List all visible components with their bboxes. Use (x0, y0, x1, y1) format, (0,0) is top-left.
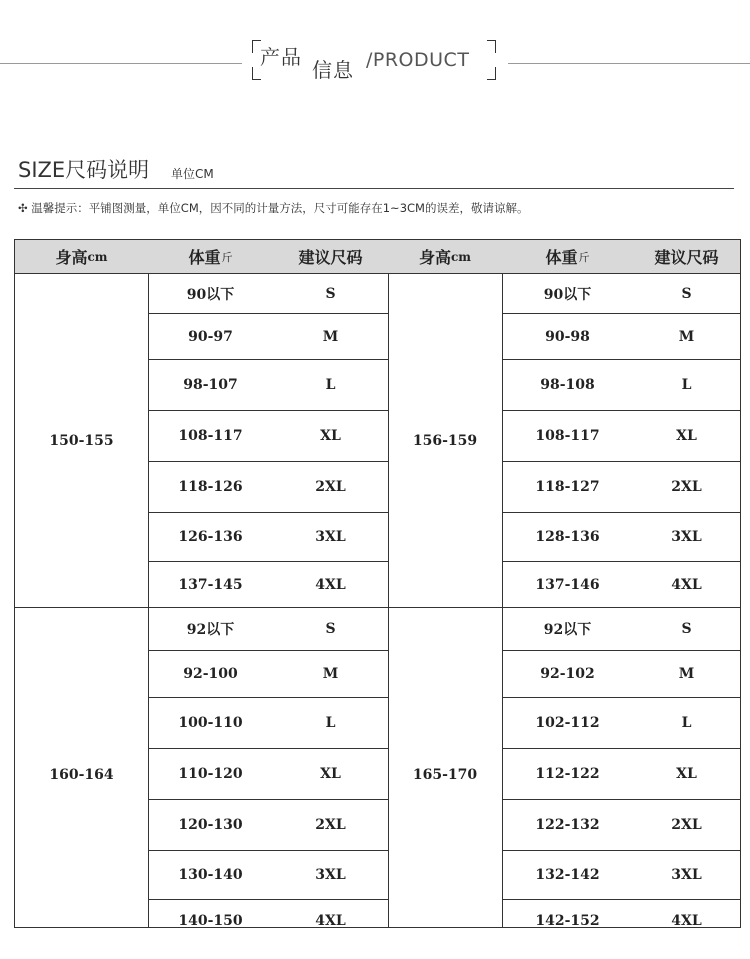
header-height-left: 身高 cm (55, 248, 108, 267)
table-grid-line (502, 274, 503, 927)
measurement-tip: ✣ 温馨提示：平铺图测量，单位CM，因不同的计量方法，尺寸可能存在1~3CM的误差，敬请谅解。 (18, 201, 529, 215)
size-label-left: 2XL (315, 479, 346, 495)
size-label-right: M (678, 328, 695, 345)
weight-range-left: 118-126 (178, 479, 243, 495)
weight-range-right: 92以下 (543, 622, 592, 638)
weight-range-right: 90-98 (545, 328, 590, 345)
weight-range-left: 110-120 (178, 766, 243, 782)
table-grid-line (148, 274, 149, 927)
size-label-right: S (681, 285, 692, 302)
size-label-left: S (325, 285, 336, 302)
size-label-right: L (681, 715, 692, 731)
section-title: SIZE尺码说明 (18, 158, 150, 182)
weight-range-right: 128-136 (535, 529, 600, 545)
size-label-right: 3XL (671, 867, 702, 883)
weight-range-left: 98-107 (183, 377, 238, 393)
header-title-part1: 产品 (260, 45, 302, 69)
weight-range-left: 120-130 (178, 817, 243, 833)
size-label-right: S (681, 621, 692, 637)
size-label-left: 2XL (315, 817, 346, 833)
header-rule-left (0, 63, 242, 64)
table-grid-line (388, 274, 389, 927)
weight-range-right: 118-127 (535, 479, 600, 495)
weight-range-left: 92以下 (186, 622, 235, 638)
size-label-left: XL (320, 428, 341, 444)
weight-range-left: 90-97 (188, 328, 233, 345)
weight-range-left: 92-100 (183, 666, 238, 682)
size-label-right: 3XL (671, 529, 702, 545)
size-label-right: 2XL (671, 479, 702, 495)
section-unit: 单位CM (171, 167, 214, 181)
size-label-left: 3XL (315, 867, 346, 883)
header-title-part2: 信息 (312, 58, 354, 82)
weight-range-right: 108-117 (535, 428, 600, 444)
size-label-right: 4XL (671, 576, 702, 593)
size-label-right: XL (676, 428, 697, 444)
weight-range-right: 122-132 (535, 817, 600, 833)
header-rule-right (508, 63, 750, 64)
weight-range-right: 142-152 (535, 912, 600, 929)
weight-range-right: 137-146 (535, 576, 600, 593)
size-label-right: L (681, 377, 692, 393)
weight-range-left: 90以下 (186, 286, 235, 303)
height-range-right: 165-170 (412, 766, 478, 783)
size-label-left: 4XL (315, 912, 346, 929)
size-label-left: L (325, 715, 336, 731)
header-height-right: 身高 cm (418, 248, 472, 267)
header-weight-left: 体重 斤 (188, 248, 233, 267)
weight-range-right: 90以下 (543, 286, 592, 303)
size-table (14, 239, 741, 928)
weight-range-left: 140-150 (178, 912, 243, 929)
size-label-left: M (322, 328, 339, 345)
header-title-part3: /PRODUCT (366, 49, 470, 71)
size-label-left: XL (320, 766, 341, 782)
size-label-left: M (322, 666, 339, 682)
size-label-right: 4XL (671, 912, 702, 929)
height-range-left: 150-155 (49, 432, 114, 449)
weight-range-left: 108-117 (178, 428, 243, 444)
weight-range-right: 98-108 (540, 377, 595, 393)
weight-range-left: 100-110 (178, 715, 243, 731)
size-label-right: XL (676, 766, 697, 782)
size-label-left: L (325, 377, 336, 393)
header-size-right: 建议尺码 (654, 248, 719, 267)
size-label-right: 2XL (671, 817, 702, 833)
header-size-left: 建议尺码 (298, 248, 363, 267)
weight-range-right: 92-102 (540, 666, 595, 682)
size-label-right: M (678, 666, 695, 682)
weight-range-right: 132-142 (535, 867, 600, 883)
height-range-right: 156-159 (412, 432, 478, 449)
weight-range-left: 126-136 (178, 529, 243, 545)
size-label-left: 4XL (315, 576, 346, 593)
size-label-left: S (325, 621, 336, 637)
weight-range-left: 137-145 (178, 576, 243, 593)
weight-range-right: 102-112 (535, 715, 600, 731)
height-range-left: 160-164 (49, 766, 114, 783)
section-rule (14, 188, 734, 189)
weight-range-right: 112-122 (535, 766, 600, 782)
weight-range-left: 130-140 (178, 867, 243, 883)
size-label-left: 3XL (315, 529, 346, 545)
header-weight-right: 体重 斤 (545, 248, 590, 267)
